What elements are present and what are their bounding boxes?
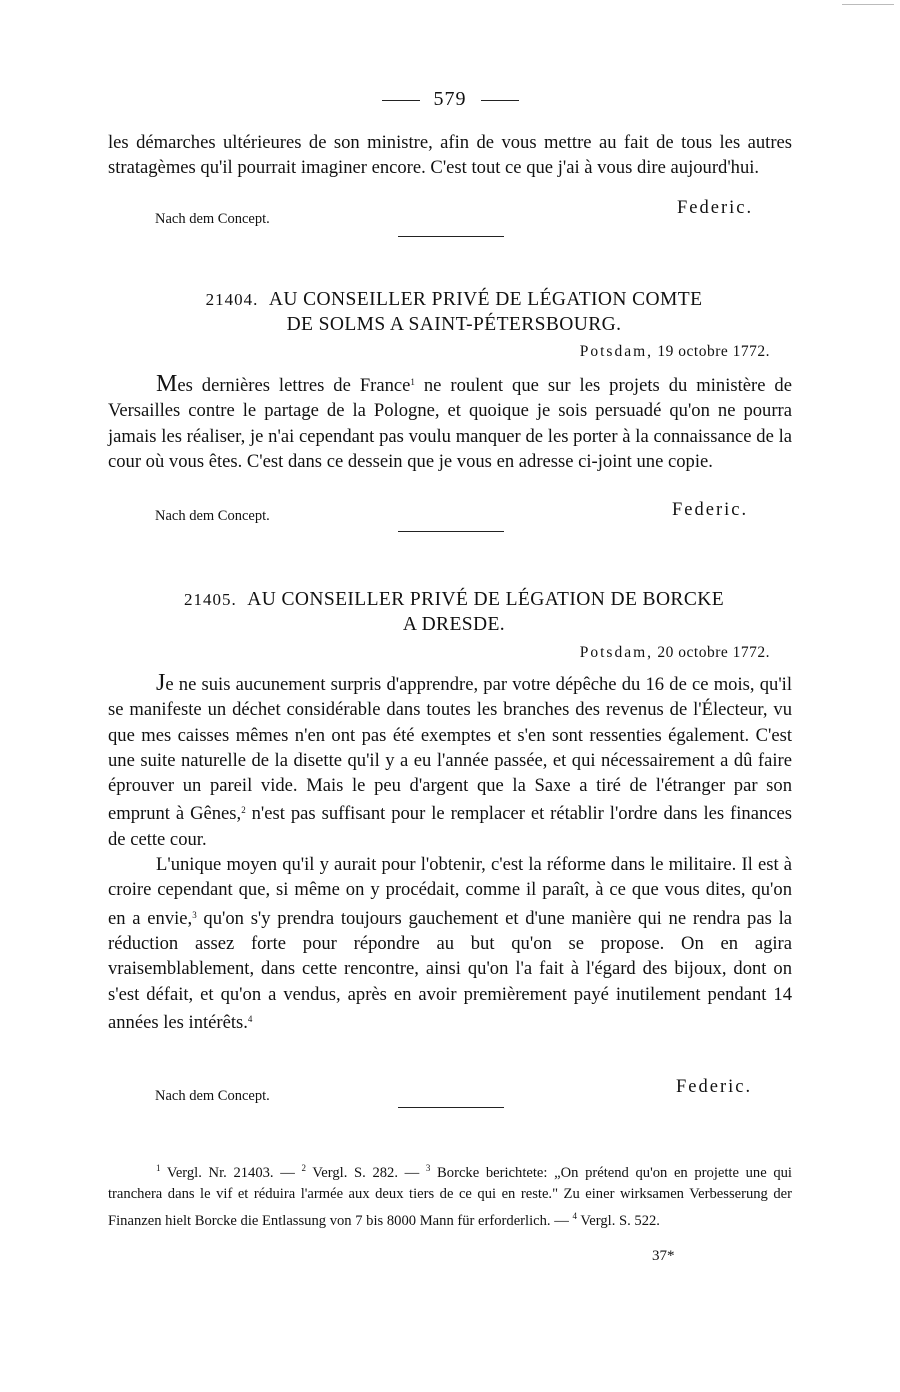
paragraph-text: ne roulent que sur les projets du ministère de Versailles contre le partage de la Pologne, et quoique je sois persuadé qu'on ne pourra jamais les réaliser, je n'ai cependant pas voulu manquer de les porter à la connaissance de la cour où vous êtes. C'est dans ce dessein que je vous en adresse ci-joint une copie. <box>108 375 792 472</box>
footnote-mark: 3 <box>425 1163 431 1173</box>
printer-signature-mark: 37* <box>652 1248 675 1264</box>
paragraph-text: e ne suis aucunement surpris d'apprendre, par votre dépêche du 16 de ce mois, qu'il se manifeste un déchet considérable dans toutes les branches des revenus de l'Électeur, vu que mes caisses mêmes n'en ont pas été exemptes et s'en sont ressenties également. C'est une suite naturelle de la disette qu'il y a eu l'année passée, et qui nécessairement a dû faire éprouver un pareil vide. Mais le peu d'argent que la Saxe a tiré de l'étranger par son emprunt à Gênes, <box>108 674 792 825</box>
footnote-ref: 2 <box>241 805 246 816</box>
paragraph-text: n'est pas suffisant pour le remplacer et rétablir l'ordre dans les finances de cette cour. <box>108 803 792 850</box>
letter-paragraph <box>108 370 792 474</box>
drop-initial: J <box>156 670 166 696</box>
footnote-text: Vergl. Nr. 21403. — <box>160 1165 302 1181</box>
date-place: Potsdam, <box>579 343 654 360</box>
page-header <box>0 88 900 111</box>
footnote-ref: 1 <box>410 377 415 387</box>
date-place: Potsdam, <box>579 644 654 661</box>
letter-title-text: AU CONSEILLER PRIVÉ DE LÉGATION DE BORCKE <box>247 589 725 610</box>
letter-source-note: Nach dem Concept. <box>155 508 270 524</box>
intro-paragraph <box>108 130 792 181</box>
drop-initial: M <box>156 371 178 397</box>
letter-paragraph <box>108 671 792 852</box>
footnote-block <box>108 1158 792 1232</box>
letter-title-line1 <box>108 587 800 612</box>
letter-body-21405 <box>108 671 792 1035</box>
footnote-mark: 2 <box>301 1163 306 1173</box>
footnote-ref: 3 <box>192 909 197 920</box>
intro-source-note: Nach dem Concept. <box>155 211 270 227</box>
letter-source-note: Nach dem Concept. <box>155 1088 270 1104</box>
letter-title-line1 <box>108 287 800 312</box>
letter-title-line2: DE SOLMS A SAINT-PÉTERSBOURG. <box>286 314 622 335</box>
intro-text: les démarches ultérieures de son ministre, afin de vous mettre au fait de tous les autres stratagèmes qu'il pourrait imaginer encore. C'est tout ce que j'ai à vous dire aujourd'hui. <box>108 132 792 179</box>
footnote-text: Borcke berichtete: „On prétend qu'on en projette une qui tranchera dans le vif et réduira l'armée aux deux tiers de ce qui en reste." Zu einer wirksamen Verbesserung der Finanzen hielt Borcke die Entlassung von 7 bis 8000 Mann für erforderlich. — <box>108 1165 792 1229</box>
section-divider <box>398 1107 504 1108</box>
letter-dateline <box>580 644 770 662</box>
letter-number: 21404. <box>205 290 259 309</box>
page-number: 579 <box>433 88 467 110</box>
letter-body-21404 <box>108 370 792 474</box>
letter-title-text: AU CONSEILLER PRIVÉ DE LÉGATION COMTE <box>268 289 703 310</box>
paragraph-text: L'unique moyen qu'il y aurait pour l'obtenir, c'est la réforme dans le militaire. Il est à croire cependant que, si même on y procédait, comme il paraît, à ce que vous dites, qu'on en a envie, <box>108 854 792 929</box>
letter-title-line2: A DRESDE. <box>402 614 506 635</box>
scan-edge-line <box>842 4 894 5</box>
letter-number: 21405. <box>183 590 237 609</box>
date-text: 20 octobre 1772. <box>657 644 770 661</box>
footnote-text: Vergl. S. 522. <box>576 1212 660 1229</box>
section-divider <box>398 531 504 532</box>
letter-heading-21404 <box>108 287 800 337</box>
footnotes <box>108 1158 792 1232</box>
header-dash-left <box>382 100 420 101</box>
letter-heading-21405 <box>108 587 800 637</box>
letter-paragraph <box>108 852 792 1035</box>
letter-signature: Federic. <box>672 500 749 520</box>
header-dash-right <box>481 100 519 101</box>
letter-signature: Federic. <box>676 1077 753 1097</box>
intro-signature: Federic. <box>677 198 754 218</box>
footnote-ref: 4 <box>247 1013 253 1024</box>
paragraph-text: es dernières lettres de France <box>177 375 411 396</box>
footnote-text: Vergl. S. 282. — <box>305 1165 426 1181</box>
letter-dateline <box>580 343 770 361</box>
paragraph-text: qu'on s'y prendra toujours gauchement et d'une manière qui ne rendra pas la réduction assez forte pour répondre au but qu'on se propose. On en agira vraisemblablement, dans cette rencontre, ainsi qu'on l'a fait à l'égard des bijoux, dont on s'est défait, et qu'on a vendus, après en avoir premièrement payé inutilement pendant 14 années les intérêts. <box>108 907 792 1033</box>
date-text: 19 octobre 1772. <box>657 343 770 360</box>
footnote-mark: 4 <box>572 1210 577 1221</box>
section-divider <box>398 236 504 237</box>
footnote-mark: 1 <box>156 1163 161 1173</box>
